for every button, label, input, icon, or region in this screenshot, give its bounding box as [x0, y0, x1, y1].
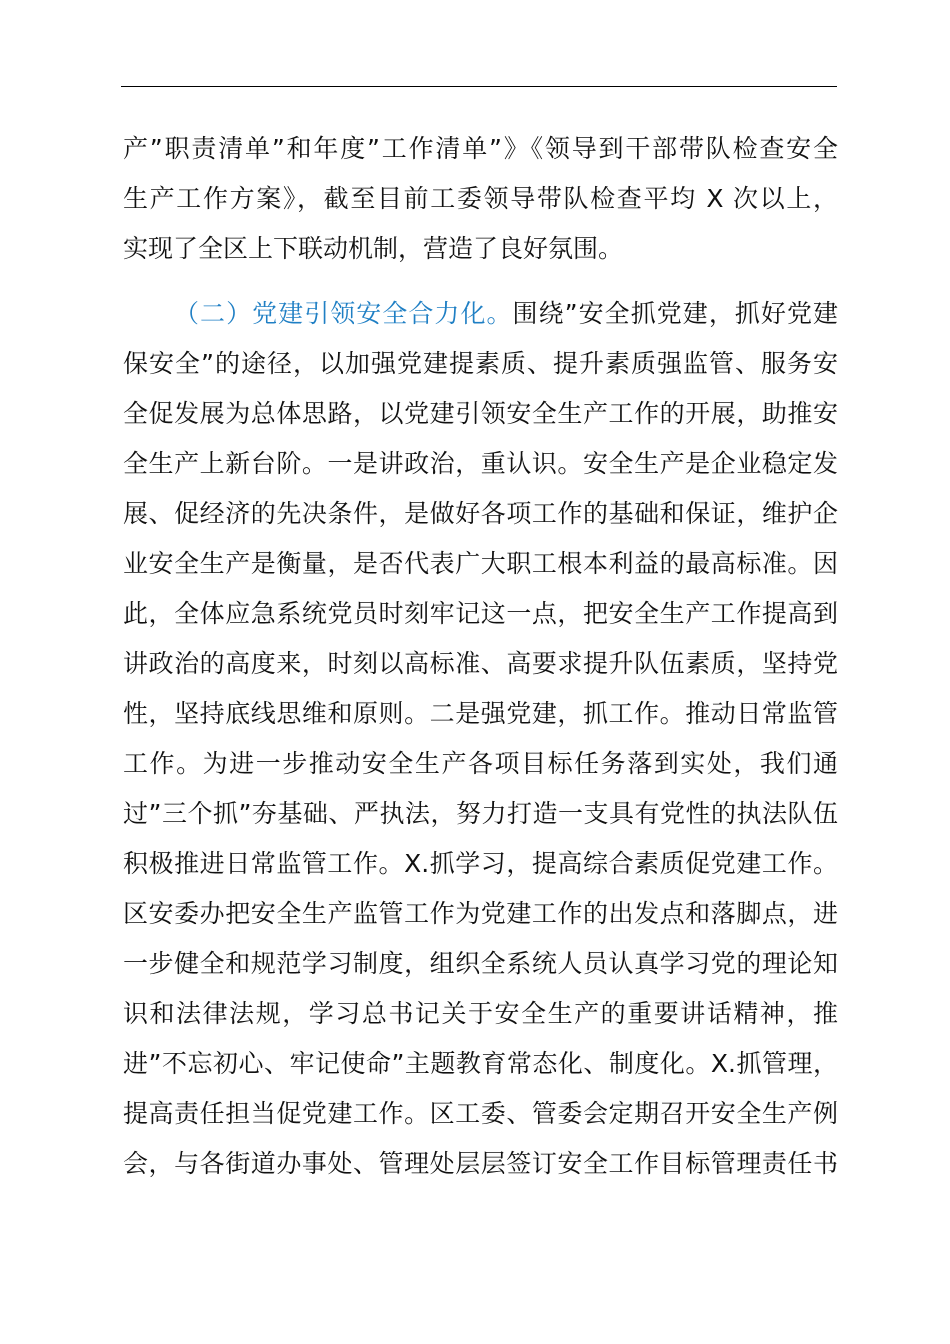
paragraph-line: 性，坚持底线思维和原则。二是强党建，抓工作。推动日常监管 — [123, 699, 838, 728]
paragraph-line: 工作。为进一步推动安全生产各项目标任务落到实处，我们通 — [123, 749, 838, 778]
paragraph-line: 进”不忘初心、牢记使命”主题教育常态化、制度化。X.抓管理， — [123, 1049, 838, 1078]
paragraph-line: 过”三个抓”夯基础、严执法，努力打造一支具有党性的执法队伍 — [123, 799, 838, 828]
paragraph-line: 区安委办把安全生产监管工作为党建工作的出发点和落脚点，进 — [123, 899, 838, 928]
header-rule — [121, 86, 837, 87]
paragraph-first-line — [123, 289, 838, 339]
paragraph-line: 会，与各街道办事处、管理处层层签订安全工作目标管理责任书 — [123, 1149, 838, 1178]
paragraph-line: 全促发展为总体思路，以党建引领安全生产工作的开展，助推安 — [123, 399, 838, 428]
paragraph-line: 讲政治的高度来，时刻以高标准、高要求提升队伍素质，坚持党 — [123, 649, 838, 678]
paragraph-line: 生产工作方案》，截至目前工委领导带队检查平均 X 次以上， — [123, 184, 838, 213]
paragraph-line: 全生产上新台阶。一是讲政治，重认识。安全生产是企业稳定发 — [123, 449, 838, 478]
paragraph-line: 一步健全和规范学习制度，组织全系统人员认真学习党的理论知 — [123, 949, 838, 978]
paragraph-line-rest: 围绕”安全抓党建，抓好党建 — [512, 299, 838, 328]
paragraph-line: 保安全”的途径，以加强党建提素质、提升素质强监管、服务安 — [123, 349, 838, 378]
paragraph-line: 展、促经济的先决条件，是做好各项工作的基础和保证，维护企 — [123, 499, 838, 528]
paragraph-line: 此，全体应急系统党员时刻牢记这一点，把安全生产工作提高到 — [123, 599, 838, 628]
paragraph-line: 产”职责清单”和年度”工作清单”》《领导到干部带队检查安全 — [123, 134, 838, 163]
paragraph-line: 积极推进日常监管工作。X.抓学习，提高综合素质促党建工作。 — [123, 849, 838, 878]
paragraph-2 — [123, 289, 838, 1189]
paragraph-line: 实现了全区上下联动机制，营造了良好氛围。 — [123, 234, 624, 263]
paragraph-1 — [123, 124, 838, 274]
paragraph-line: 识和法律法规，学习总书记关于安全生产的重要讲话精神，推 — [123, 999, 838, 1028]
section-heading: （二）党建引领安全合力化。 — [174, 299, 513, 328]
paragraph-line: 提高责任担当促党建工作。区工委、管委会定期召开安全生产例 — [123, 1099, 838, 1128]
paragraph-line: 业安全生产是衡量，是否代表广大职工根本利益的最高标准。因 — [123, 549, 838, 578]
